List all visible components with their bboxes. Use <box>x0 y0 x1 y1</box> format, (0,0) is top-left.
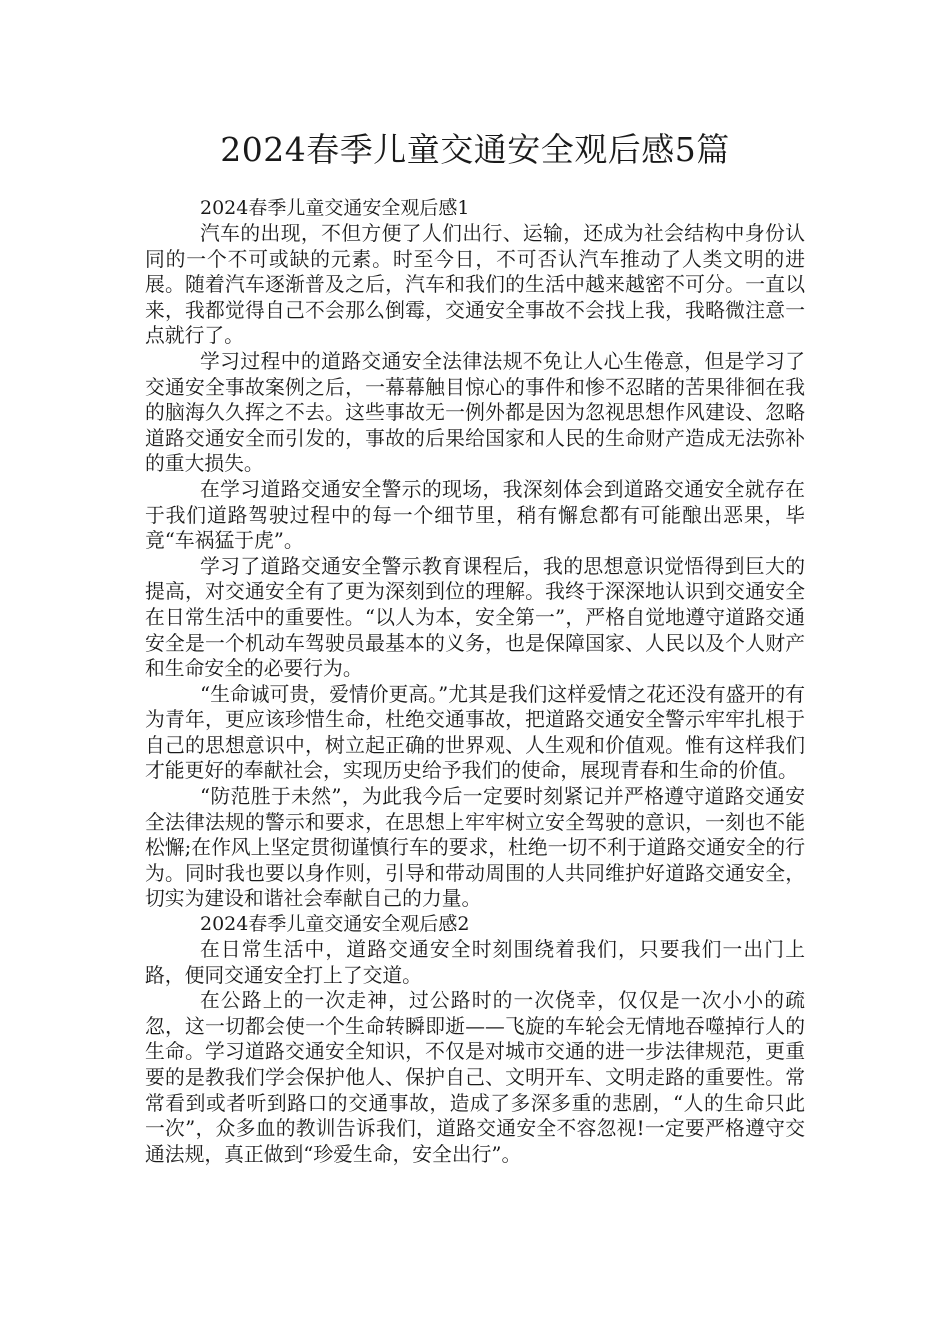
section-heading-2: 2024春季儿童交通安全观后感2 <box>200 913 470 936</box>
section-heading-1: 2024春季儿童交通安全观后感1 <box>200 197 470 219</box>
document-body <box>145 196 805 1167</box>
paragraph: 学习过程中的道路交通安全法律法规不免让人心生倦意，但是学习了交通安全事故案例之后，一幕幕触目惊心的事件和惨不忍睹的苦果徘徊在我的脑海久久挥之不去。这些事故无一例外都是因为忽视思想作风建设、忽略道路交通安全而引发的，事故的后果给国家和人民的生命财产造成无法弥补的重大损失。 <box>145 349 805 476</box>
document-title: 2024春季儿童交通安全观后感5篇 <box>220 130 730 169</box>
paragraph: “防范胜于未然”，为此我今后一定要时刻紧记并严格遵守道路交通安全法律法规的警示和要求，在思想上牢牢树立安全驾驶的意识，一刻也不能松懈;在作风上坚定贯彻谨慎行车的要求，杜绝一切不利于道路交通安全的行为。同时我也要以身作则，引导和带动周围的人共同维护好道路交通安全，切实为建设和谐社会奉献自己的力量。 <box>145 785 805 911</box>
paragraph: 在公路上的一次走神，过公路时的一次侥幸，仅仅是一次小小的疏忽，这一切都会使一个生命转瞬即逝——飞旋的车轮会无情地吞噬掉行人的生命。学习道路交通安全知识，不仅是对城市交通的进一步法律规范，更重要的是教我们学会保护他人、保护自己、文明开车、文明走路的重要性。常常看到或者听到路口的交通事故，造成了多深多重的悲剧，“人的生命只此一次”，众多血的教训告诉我们，道路交通安全不容忽视!一定要严格遵守交通法规，真正做到“珍爱生命，安全出行”。 <box>145 989 805 1166</box>
paragraph: 在日常生活中，道路交通安全时刻围绕着我们，只要我们一出门上路，便同交通安全打上了交道。 <box>145 938 805 987</box>
paragraph: 学习了道路交通安全警示教育课程后，我的思想意识觉悟得到巨大的提高，对交通安全有了更为深刻到位的理解。我终于深深地认识到交通安全在日常生活中的重要性。“以人为本，安全第一”，严格自觉地遵守道路交通安全是一个机动车驾驶员最基本的义务，也是保障国家、人民以及个人财产和生命安全的必要行为。 <box>145 554 805 681</box>
paragraph: 汽车的出现，不但方便了人们出行、运输，还成为社会结构中身份认同的一个不可或缺的元素。时至今日，不可否认汽车推动了人类文明的进展。随着汽车逐渐普及之后，汽车和我们的生活中越来越密不可分。一直以来，我都觉得自己不会那么倒霉，交通安全事故不会找上我，我略微注意一点就行了。 <box>145 222 805 348</box>
paragraph: “生命诚可贵，爱情价更高。”尤其是我们这样爱情之花还没有盛开的有为青年，更应该珍惜生命，杜绝交通事故，把道路交通安全警示牢牢扎根于自己的思想意识中，树立起正确的世界观、人生观和价值观。惟有这样我们才能更好的奉献社会，实现历史给予我们的使命，展现青春和生命的价值。 <box>145 682 805 783</box>
paragraph: 在学习道路交通安全警示的现场，我深刻体会到道路交通安全就存在于我们道路驾驶过程中的每一个细节里，稍有懈怠都有可能酿出恶果，毕竟“车祸猛于虎”。 <box>145 477 805 553</box>
